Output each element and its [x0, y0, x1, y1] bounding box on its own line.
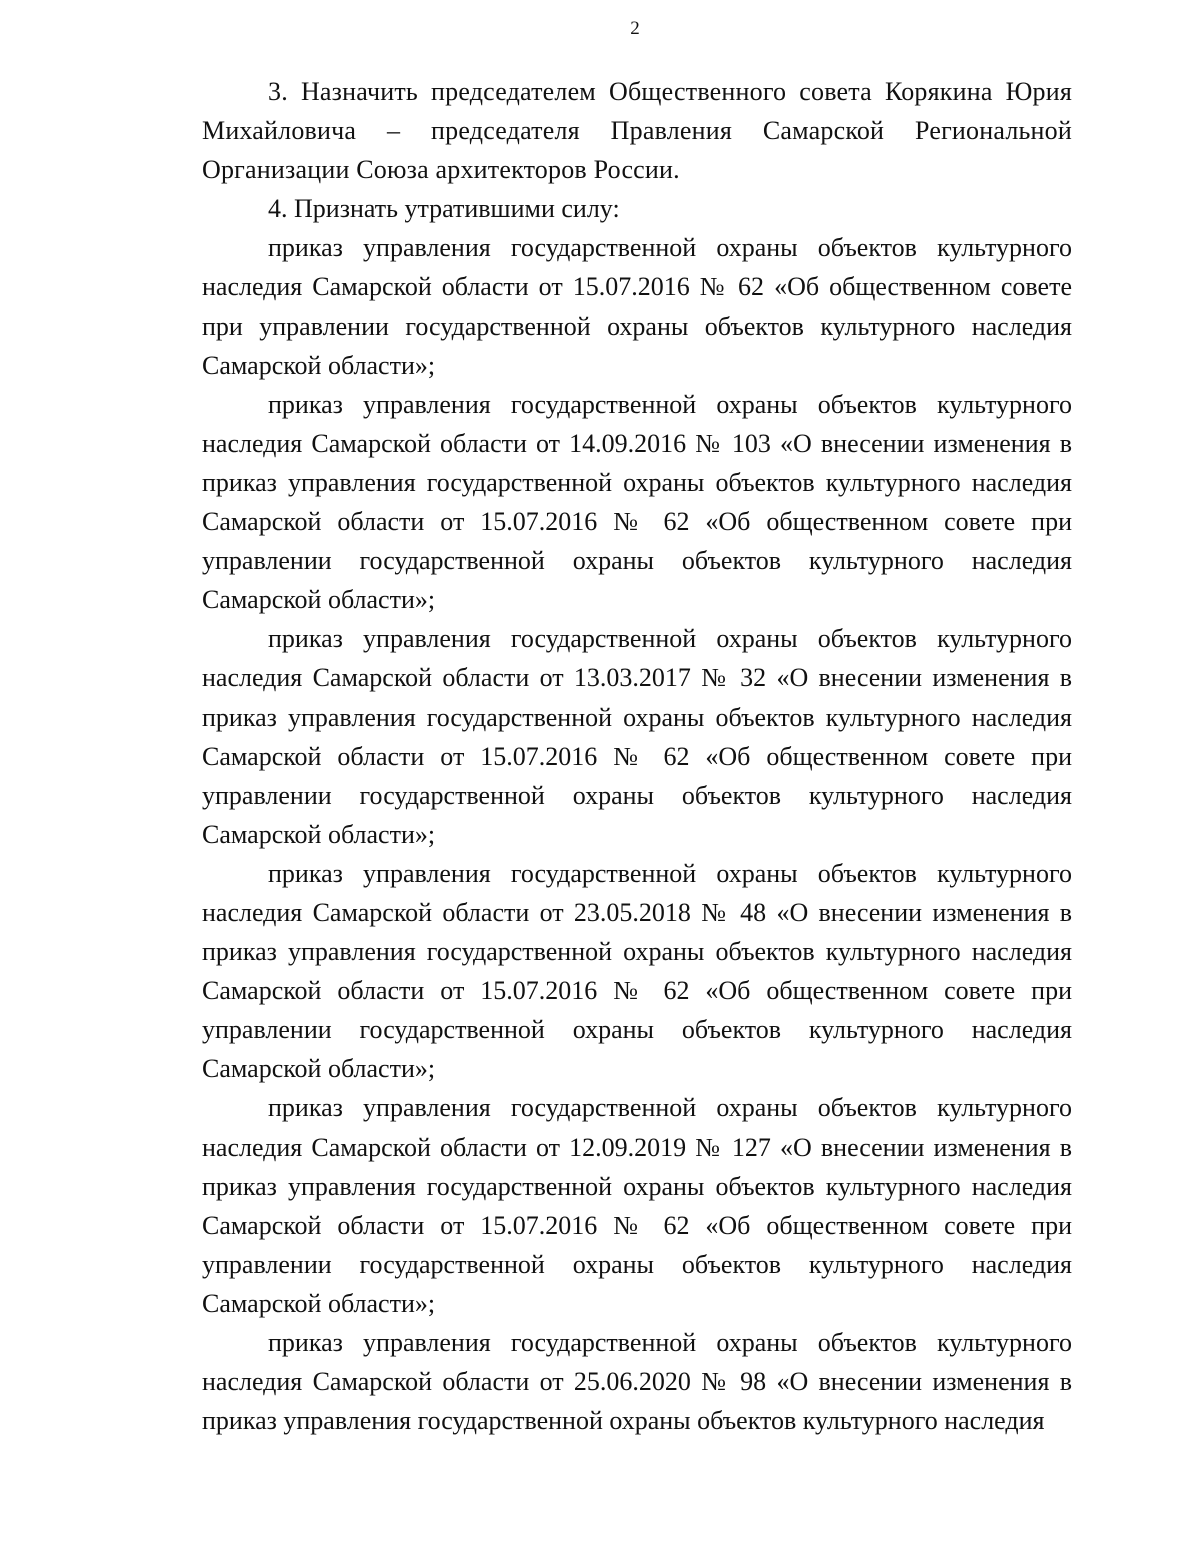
paragraph-repealed-order-1: приказ управления государственной охраны объектов культурного наследия Самарской области от 15.07.2016 № 62 «Об общественном совете при управлении государственной охраны объектов культурного наследия Самарской области»; — [202, 233, 1072, 380]
paragraph-appoint-chairman: 3. Назначить председателем Общественного совета Корякина Юрия Михайловича – председателя Правления Самарской Региональной Организации Союза архитекторов России. — [202, 77, 1072, 185]
paragraph-repealed-order-6: приказ управления государственной охраны объектов культурного наследия Самарской области от 25.06.2020 № 98 «О внесении изменения в приказ управления государственной охраны объектов культурного наследия — [202, 1328, 1072, 1436]
paragraph-repealed-order-3: приказ управления государственной охраны объектов культурного наследия Самарской области от 13.03.2017 № 32 «О внесении изменения в приказ управления государственной охраны объектов культурного наследия Самарской области от 15.07.2016 № 62 «Об общественном совете при управлении государственной охраны объектов культурного наследия Самарской области»; — [202, 624, 1072, 849]
document-body — [202, 72, 1072, 1440]
paragraph-repealed-order-2: приказ управления государственной охраны объектов культурного наследия Самарской области от 14.09.2016 № 103 «О внесении изменения в приказ управления государственной охраны объектов культурного наследия Самарской области от 15.07.2016 № 62 «Об общественном совете при управлении государственной охраны объектов культурного наследия Самарской области»; — [202, 389, 1072, 615]
page-number: 2 — [630, 18, 640, 39]
paragraph-repealed-order-4: приказ управления государственной охраны объектов культурного наследия Самарской области от 23.05.2018 № 48 «О внесении изменения в приказ управления государственной охраны объектов культурного наследия Самарской области от 15.07.2016 № 62 «Об общественном совете при управлении государственной охраны объектов культурного наследия Самарской области»; — [202, 858, 1072, 1084]
paragraph-repealed-order-5: приказ управления государственной охраны объектов культурного наследия Самарской области от 12.09.2019 № 127 «О внесении изменения в приказ управления государственной охраны объектов культурного наследия Самарской области от 15.07.2016 № 62 «Об общественном совете при управлении государственной охраны объектов культурного наследия Самарской области»; — [202, 1093, 1072, 1318]
paragraph-repeal-heading: 4. Признать утратившими силу: — [268, 194, 620, 224]
